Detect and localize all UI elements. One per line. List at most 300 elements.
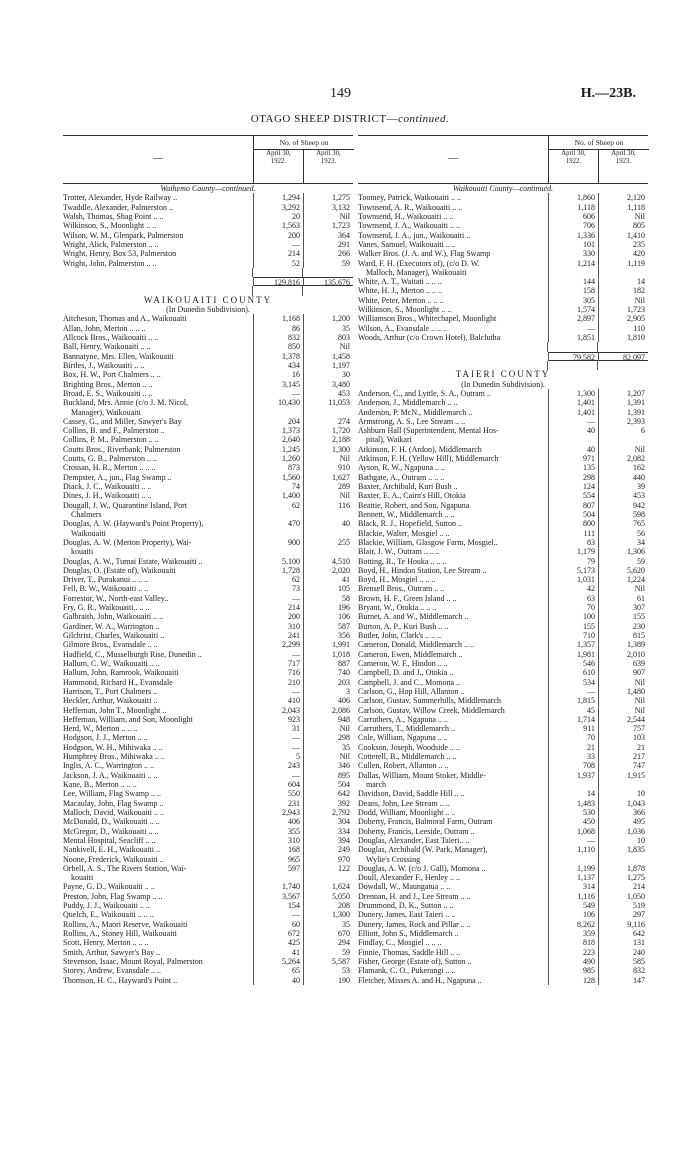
sheep-1923-cell: 440 [598, 473, 648, 482]
sheep-1922-cell: 314 [548, 882, 598, 891]
owner-cell: kouaiti [71, 873, 94, 883]
owner-cell: Carlson, Gustav, Summerhills, Middlemarch [358, 696, 502, 706]
sheep-1922-cell: 1,815 [548, 696, 598, 705]
owner-cell: Puddy, J. J., Waikouaiti .. .. [63, 901, 150, 911]
sheep-1923-cell [598, 268, 648, 277]
sheep-1923-cell: 2,544 [598, 715, 648, 724]
sheep-1922-cell: 1,728 [253, 566, 303, 575]
sheep-1922-cell: 1,214 [548, 259, 598, 268]
sheep-1922-cell: 410 [253, 696, 303, 705]
sheep-1923-cell: 670 [303, 929, 353, 938]
owner-cell: Carruthers, T., Middlemarch .. [358, 724, 456, 734]
sheep-1922-cell: 534 [548, 678, 598, 687]
sheep-1923-cell: 504 [303, 780, 353, 789]
sheep-1923-cell: Nil [598, 706, 648, 715]
sheep-1923-cell: 1,050 [598, 892, 648, 901]
owner-cell: Doherty, Francis, Balmoral Farm, Outram [358, 817, 493, 827]
sheep-1923-cell: 5,620 [598, 566, 648, 575]
owner-cell: Orbell, A. S., The Rivers Station, Wai- [63, 863, 187, 873]
sheep-1923-cell: 217 [598, 752, 648, 761]
sheep-1923-cell: 420 [598, 249, 648, 258]
sheep-1923-cell: 948 [303, 715, 353, 724]
table-row [358, 873, 648, 882]
sheep-1923-cell: 266 [303, 249, 353, 258]
table-row [63, 957, 353, 966]
sheep-1922-cell: 530 [548, 808, 598, 817]
sheep-1922-cell: 3,145 [253, 380, 303, 389]
table-row [358, 296, 648, 305]
owner-cell: Wright, Alick, Palmerston .. .. [63, 239, 159, 249]
sheep-1922-cell: 832 [253, 333, 303, 342]
sheep-1922-cell: 40 [548, 426, 598, 435]
table-row [63, 706, 353, 715]
table-row [63, 389, 353, 398]
sheep-1922-cell: 5,173 [548, 566, 598, 575]
owner-cell: Butler, John, Clark's .. .. .. [358, 631, 442, 640]
table-row [63, 910, 353, 919]
sheep-1923-cell: 2,905 [598, 314, 648, 323]
table-row [358, 473, 648, 482]
sheep-1923-cell: 1,119 [598, 259, 648, 268]
sheep-1922-cell: 1,137 [548, 873, 598, 882]
header-dash: — [153, 153, 163, 164]
owner-cell: Storey, Andrew, Evansdale .. .. [63, 966, 162, 976]
table-row [358, 752, 648, 761]
table-row [63, 780, 353, 789]
sheep-1923-cell: 1,275 [303, 193, 353, 202]
table-row [358, 836, 648, 845]
sheep-1923-cell: 1,480 [598, 687, 648, 696]
sheep-1923-cell: 639 [598, 659, 648, 668]
owner-cell: Burton, A. P., Kuri Bush .. .. [358, 621, 449, 631]
sheep-1923-cell: 147 [598, 976, 648, 985]
table-row [63, 948, 353, 957]
owner-cell: Manager), Waikouaiti [71, 407, 141, 417]
sheep-1922-cell: 154 [253, 901, 303, 910]
table-row [358, 910, 648, 919]
owner-cell: Deans, John, Lee Stream .. .. [358, 798, 450, 808]
sheep-1922-cell: 1,294 [253, 193, 303, 202]
sheep-1922-cell: — [253, 733, 303, 742]
sheep-1922-cell: 42 [548, 584, 598, 593]
sheep-1922-cell: 1,300 [548, 389, 598, 398]
owner-cell: Noone, Frederick, Waikouaiti .. [63, 854, 164, 864]
owner-cell: Hodgson, J. J., Merton .. .. [63, 733, 148, 743]
owner-cell: Bannatyne, Mrs. Ellen, Waikouaiti [63, 351, 174, 361]
sheep-1923-cell [598, 780, 648, 789]
table-row [63, 743, 353, 752]
table-row [358, 426, 648, 435]
table-row [63, 352, 353, 361]
table-row [358, 557, 648, 566]
table-row [63, 855, 353, 864]
sheep-1922-cell: — [548, 836, 598, 845]
owner-cell: Botting, R., Te Houka .. .. .. [358, 556, 447, 566]
table-row [63, 342, 353, 351]
sheep-1922-cell: 425 [253, 938, 303, 947]
sheep-1923-cell: 642 [598, 929, 648, 938]
owner-cell: Crossan, H. R., Merton .. .. .. [63, 463, 156, 473]
sheep-1922-cell: 450 [548, 817, 598, 826]
sheep-1922-cell: 231 [253, 799, 303, 808]
sheep-1923-cell: Nil [303, 212, 353, 221]
sheep-1922-cell: 359 [548, 929, 598, 938]
sheep-1922-cell: 1,740 [253, 882, 303, 891]
owner-cell: White, H. J., Merton .. .. .. [358, 286, 442, 296]
owner-cell: Douglas, A. W. (Merton Property), Wai- [63, 537, 192, 547]
owner-cell: Woods, Arthur (c/o Crown Hotel), Balclutha [358, 333, 501, 342]
owner-cell: kouaiti [71, 547, 94, 557]
table-row [358, 510, 648, 519]
sheep-1923-cell: 182 [598, 286, 648, 295]
sheep-1922-cell: 504 [548, 510, 598, 519]
sheep-1922-cell: 200 [253, 612, 303, 621]
sheep-1922-cell: 74 [253, 482, 303, 491]
owner-cell: Collins, P. M., Palmerston .. .. [63, 435, 159, 445]
table-row [63, 976, 353, 985]
sheep-1923-cell: 162 [598, 463, 648, 472]
table-row [358, 668, 648, 677]
owner-cell: Fisher, George (Estate of), Sutton .. [358, 956, 472, 966]
table-row [358, 538, 648, 547]
owner-cell: Hallum, John, Ramrook, Waikouaiti [63, 668, 179, 678]
table-row [63, 752, 353, 761]
table-row [358, 640, 648, 649]
owner-cell: Beattie, Robert, and Son, Ngapuna [358, 500, 470, 510]
left-table [63, 135, 353, 985]
table-row [63, 240, 353, 249]
sheep-1923-cell: 1,043 [598, 799, 648, 808]
sheep-1923-cell: 346 [303, 761, 353, 770]
sheep-1922-cell: 554 [548, 491, 598, 500]
owner-cell: Armstrong, A. S., Lee Stream .. .. [358, 416, 466, 426]
sheep-1923-cell: 307 [598, 603, 648, 612]
sheep-1923-cell [303, 547, 353, 556]
owner-cell: Lee, William, Flag Swamp .. .. [63, 789, 161, 799]
owner-cell: Cassey, G., and Miller, Sawyer's Bay [63, 416, 182, 426]
table-row [358, 761, 648, 770]
sheep-1923-cell: 910 [303, 463, 353, 472]
sheep-1922-cell: 708 [548, 761, 598, 770]
owner-cell [63, 277, 253, 286]
sheep-1923-cell: 406 [303, 696, 353, 705]
section-heading: Waikouaiti County—continued. [452, 184, 554, 193]
table-row [358, 687, 648, 696]
section-heading: (In Dunedin Subdivision). [166, 305, 250, 315]
sheep-1923-cell: 110 [598, 324, 648, 333]
owner-cell: Wilkinson, S., Moonlight .. .. [358, 305, 452, 315]
table-row [358, 882, 648, 891]
sheep-1923-cell: 53 [303, 966, 353, 975]
sheep-1923-cell: 39 [598, 482, 648, 491]
sheep-1922-cell: — [253, 771, 303, 780]
owner-cell: Atkinson, F. H. (Ardon), Middlemarch [358, 444, 482, 454]
owner-cell: Bryant, W., Otokia .. .. .. [358, 603, 437, 613]
sheep-1922-cell: 434 [253, 361, 303, 370]
document-reference: H.—23B. [580, 86, 636, 101]
sheep-1922-cell: 128 [548, 976, 598, 985]
owner-cell: Stevenson, Isaac, Mount Royal, Palmerston [63, 956, 203, 966]
sheep-1922-cell: 10,430 [253, 398, 303, 407]
sheep-1923-cell: 1,391 [598, 408, 648, 417]
sheep-1923-cell: 249 [303, 845, 353, 854]
owner-cell: Allcock Bros., Waikouaiti .. .. [63, 333, 159, 342]
sheep-1922-cell: 2,299 [253, 640, 303, 649]
owner-cell: Doherty, Francis, Leeside, Outram .. [358, 826, 475, 836]
owner-cell: Humphrey Bros., Mihiwaka .. .. [63, 752, 165, 762]
sheep-1922-cell: 298 [548, 473, 598, 482]
sheep-1922-cell: 33 [548, 752, 598, 761]
table-row [358, 780, 648, 789]
county-heading: WAIKOUAITI COUNTY [143, 294, 273, 305]
owner-cell: Thomson, H. C., Hayward's Point .. [63, 975, 178, 985]
owner-cell: Rollins, A., Maori Reserve, Waikouaiti [63, 919, 188, 929]
sheep-1923-cell: 1,200 [303, 314, 353, 323]
owner-cell: Baxter, Archibald, Kuri Bush .. [358, 482, 458, 491]
owner-cell: Inglis, A. C., Warrington .. .. [63, 761, 154, 771]
table-row [358, 966, 648, 975]
sheep-1923-cell: 907 [598, 668, 648, 677]
title-main: OTAGO SHEEP DISTRICT— [250, 113, 399, 125]
sheep-1923-cell: 453 [598, 491, 648, 500]
owner-cell: Blackie, William, Glasgow Farm, Mosgiel.. [358, 537, 498, 547]
owner-cell: Douglas, A. W. (Hayward's Point Property), [63, 519, 204, 529]
sheep-1922-cell: 800 [548, 519, 598, 528]
owner-cell: Diack, J. C., Waikouaiti .. .. [63, 482, 152, 491]
table-row [358, 659, 648, 668]
table-row [358, 193, 648, 202]
sheep-1923-cell: Nil [598, 445, 648, 454]
sheep-1922-cell: 63 [548, 594, 598, 603]
sheep-1922-cell: 62 [253, 575, 303, 584]
sheep-1922-cell: — [253, 910, 303, 919]
owner-cell: Malloch, David, Waikouaiti .. .. [63, 807, 164, 817]
sheep-1922-cell [253, 547, 303, 556]
owner-cell: Burnet, A. and W., Middlemarch .. [358, 612, 469, 622]
owner-cell: Black, R. J., Hopefield, Sutton .. [358, 519, 462, 529]
owner-cell: Galbraith, John, Waikouaiti .. .. [63, 612, 164, 622]
sheep-1922-cell [548, 780, 598, 789]
table-row [358, 864, 648, 873]
sheep-1922-cell: 16 [253, 370, 303, 379]
sheep-1923-cell: 105 [303, 584, 353, 593]
owner-cell: Elliott, John S., Middlemarch .. [358, 929, 459, 938]
table-row [63, 380, 353, 389]
table-row [358, 706, 648, 715]
table-row [63, 668, 353, 677]
owner-cell: Williamson Bros., Whitechapel, Moonlight [358, 314, 497, 324]
sheep-1923-cell: 1,306 [598, 547, 648, 556]
table-row [63, 640, 353, 649]
table-row [358, 948, 648, 957]
sheep-1923-cell: 35 [303, 324, 353, 333]
table-row [63, 454, 353, 463]
owner-cell: White, A. T., Waitati .. .. .. [358, 277, 442, 287]
owner-cell: Preston, John, Flag Swamp .. .. [63, 891, 163, 901]
table-row [63, 873, 353, 882]
sheep-1922-cell: 14 [548, 789, 598, 798]
owner-cell: Buckland, Mrs. Annie (c/o J. M. Nicol, [63, 398, 189, 408]
owner-cell: Hallum, C. W., Waikouaiti .. .. [63, 658, 160, 668]
sheep-1922-cell: 1,245 [253, 445, 303, 454]
table-row [358, 575, 648, 584]
spacer-row [358, 342, 648, 351]
sheep-1923-cell: 291 [303, 240, 353, 249]
sheep-1923-cell: 56 [598, 529, 648, 538]
sheep-1922-cell: 1,357 [548, 640, 598, 649]
sheep-1922-cell [548, 855, 598, 864]
sheep-1922-cell: 2,640 [253, 435, 303, 444]
sheep-1922-cell: 62 [253, 501, 303, 510]
table-row [358, 463, 648, 472]
sheep-1922-cell: 305 [548, 296, 598, 305]
owner-cell: Wylie's Crossing [366, 854, 421, 864]
table-row [63, 324, 353, 333]
sheep-1923-cell: 2,086 [303, 706, 353, 715]
sheep-1922-cell: 2,943 [253, 808, 303, 817]
owner-cell: Hammond, Richard H., Evansdale [63, 677, 173, 687]
sheep-1922-cell: 330 [548, 249, 598, 258]
sheep-1923-cell: 887 [303, 659, 353, 668]
table-row [63, 864, 353, 873]
sheep-1922-cell: 70 [548, 603, 598, 612]
header-group [253, 136, 354, 183]
owner-cell: Boyd, H., Mosgiel .. .. .. [358, 575, 436, 585]
sheep-1922-cell: 5,100 [253, 557, 303, 566]
sheep-1922-cell: 1,118 [548, 203, 598, 212]
owner-cell: Fletcher, Misses A. and H., Ngapuna .. [358, 975, 482, 985]
sheep-1922-cell: 911 [548, 724, 598, 733]
sheep-1923-cell: 230 [598, 622, 648, 631]
sheep-1923-cell [303, 510, 353, 519]
table-row [358, 268, 648, 277]
owner-cell: Forrestor, W., North-east Valley.. [63, 593, 169, 603]
table-row [358, 259, 648, 268]
sheep-1922-cell: 20 [253, 212, 303, 221]
table-row [63, 203, 353, 212]
sheep-1923-cell: 235 [598, 240, 648, 249]
table-row [63, 417, 353, 426]
sheep-1922-cell: 214 [253, 249, 303, 258]
owner-cell: Bathgate, A., Outram .. .. .. [358, 472, 445, 482]
sheep-1923-cell: 803 [303, 333, 353, 342]
table-row [358, 277, 648, 286]
sheep-1922-cell: 1,860 [548, 193, 598, 202]
table-row [63, 584, 353, 593]
sheep-1923-cell: 1,197 [303, 361, 353, 370]
owner-cell: Douglas, Alexander, East Taieri.. .. [358, 835, 470, 845]
sheep-1923-cell [303, 529, 353, 538]
owner-cell: Wilkinson, S., Moonlight .. .. [63, 221, 157, 231]
sheep-1923-cell: 1,207 [598, 389, 648, 398]
sheep-1922-cell [253, 408, 303, 417]
owner-cell: Mental Hospital, Seacliff .. .. [63, 835, 156, 845]
sheep-1922-cell: 1,400 [253, 491, 303, 500]
table-row [63, 808, 353, 817]
table-row [63, 696, 353, 705]
owner-cell: Jackson, J. A., Waikouaiti .. .. [63, 770, 158, 780]
sheep-1923-cell: 2,188 [303, 435, 353, 444]
owner-cell: Anderson, J., Middlemarch .. .. [358, 398, 458, 408]
owner-cell: Campbell, D. and J., Otokia .. [358, 668, 454, 678]
owner-cell: Fell, B. W., Waikouaiti .. .. [63, 584, 149, 594]
sheep-1923-cell: Nil [303, 724, 353, 733]
owner-cell: Doull, Alexander F., Henley .. .. [358, 873, 461, 883]
sheep-1923-cell: 61 [598, 594, 648, 603]
owner-cell: Bennett, W., Middlemarch .. .. [358, 509, 455, 519]
owner-cell: Drennan, H. and J., Lee Stream .. .. [358, 891, 471, 901]
owner-cell: Kane, B., Merton .. .. .. [63, 780, 137, 789]
sheep-1923-cell: 392 [303, 799, 353, 808]
page-number: 149 [330, 86, 351, 101]
owner-cell: Anderson, C., and Lyttle, S. A., Outram .. [358, 388, 491, 398]
sheep-1923-cell: 116 [303, 501, 353, 510]
table-row [63, 435, 353, 444]
table-row [63, 938, 353, 947]
table-row [358, 612, 648, 621]
table-row [63, 473, 353, 482]
sheep-1922-cell [548, 435, 598, 444]
owner-cell: Rollins, A., Stoney Hill, Waikouaiti [63, 929, 177, 938]
sheep-1922-cell: 40 [548, 445, 598, 454]
table-row [358, 938, 648, 947]
sheep-1923-cell: 59 [598, 557, 648, 566]
sheep-1923-cell: 3,132 [303, 203, 353, 212]
owner-cell: Driver, T., Purakanui .. .. .. [63, 575, 149, 585]
sheep-1922-cell [548, 268, 598, 277]
sheep-1922-cell: — [253, 743, 303, 752]
sheep-1923-cell: 1,300 [303, 445, 353, 454]
sheep-1923-cell: 895 [303, 771, 353, 780]
sheep-1923-cell: 34 [598, 538, 648, 547]
table-row [63, 398, 353, 407]
sheep-1923-cell: 240 [598, 948, 648, 957]
owner-cell: Blair, J. W., Outram .. .. .. [358, 547, 440, 557]
table-row [63, 715, 353, 724]
sheep-1923-cell: 14 [598, 277, 648, 286]
sheep-1922-cell: — [253, 240, 303, 249]
table-row [358, 286, 648, 295]
owner-cell: Gilmore Bros., Evansdale .. .. [63, 640, 158, 650]
sheep-1923-cell: 289 [303, 482, 353, 491]
owner-cell: Coutts, G. B., Palmerston .. .. [63, 454, 158, 464]
sheep-1922-cell: 214 [253, 603, 303, 612]
owner-cell: Cookson, Joseph, Woodside .. .. [358, 742, 460, 752]
sheep-1923-cell: 1,627 [303, 473, 353, 482]
owner-cell: Atkinson, F. H. (Yellow Hill), Middlemarch [358, 454, 499, 464]
owner-cell: Dempster, A., jun., Flag Swamp .. [63, 472, 172, 482]
sheep-1922-cell: 210 [253, 678, 303, 687]
owner-cell: Gardiner, W. A., Warrington .. [63, 621, 160, 631]
sheep-1923-cell: 3 [303, 687, 353, 696]
table-row [358, 817, 648, 826]
sheep-1922-cell: 1,937 [548, 771, 598, 780]
sheep-1922-cell: 900 [253, 538, 303, 547]
owner-cell: Cullen, Robert, Allanton .. .. [358, 761, 449, 771]
sheep-1922-cell [253, 873, 303, 882]
sheep-1922-cell: 818 [548, 938, 598, 947]
sheep-1922-cell: 710 [548, 631, 598, 640]
sheep-1922-cell: 1,179 [548, 547, 598, 556]
owner-cell: Cameron, W. F., Hindon .. .. [358, 658, 448, 668]
table-row [358, 733, 648, 742]
sheep-1922-cell: 1,714 [548, 715, 598, 724]
sheep-1923-cell: 832 [598, 966, 648, 975]
sheep-1923-cell: 2,082 [598, 454, 648, 463]
sheep-1923-cell: 35 [303, 920, 353, 929]
sheep-1922-cell: 971 [548, 454, 598, 463]
table-row [358, 482, 648, 491]
